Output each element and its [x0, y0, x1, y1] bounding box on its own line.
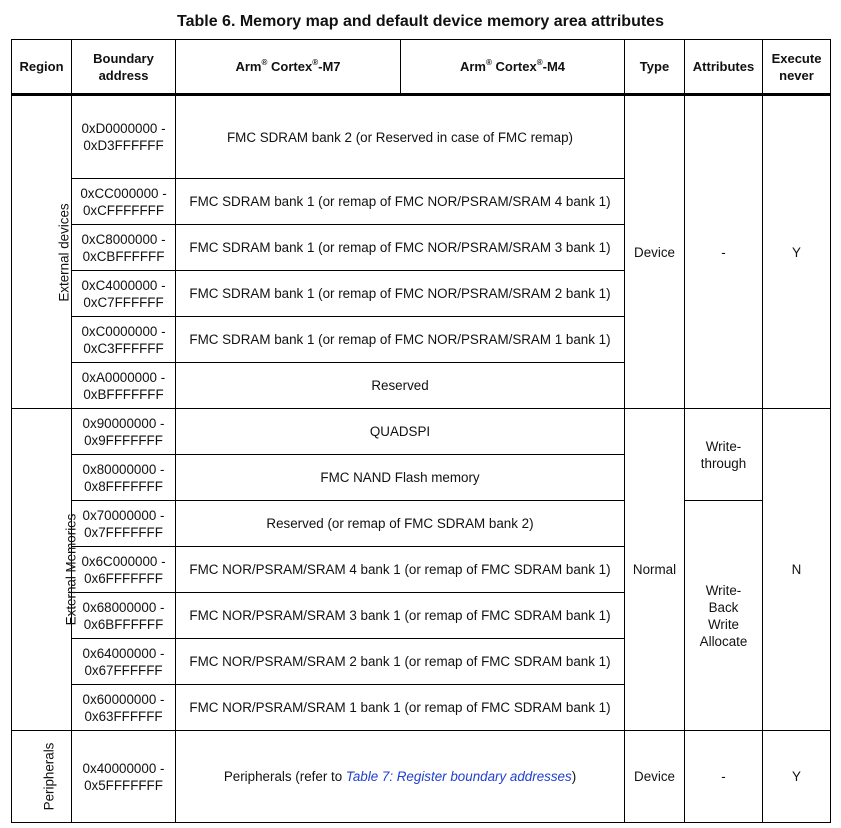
attributes-write-back-write-allocate — [685, 501, 763, 731]
execute-never-peripherals: Y — [763, 731, 831, 823]
type-peripherals: Device — [625, 731, 685, 823]
memory-area-description: FMC SDRAM bank 1 (or remap of FMC NOR/PSRAM/SRAM 1 bank 1) — [176, 317, 625, 363]
boundary-address: 0xC4000000 - 0xC7FFFFFF — [72, 271, 176, 317]
region-external-devices — [12, 95, 72, 409]
header-execute-never — [763, 40, 831, 95]
memory-area-description: QUADSPI — [176, 409, 625, 455]
region-label: External Memories — [63, 513, 79, 626]
header-m4-suffix: -M4 — [542, 59, 566, 74]
header-m4-arm: Arm — [459, 59, 486, 74]
boundary-address: 0xD0000000 - 0xD3FFFFFF — [72, 95, 176, 179]
memory-area-description: FMC SDRAM bank 1 (or remap of FMC NOR/PSRAM/SRAM 4 bank 1) — [176, 179, 625, 225]
boundary-address: 0x6C000000 - 0x6FFFFFFF — [72, 547, 176, 593]
header-cortex-m4 — [401, 40, 625, 95]
header-m4-cortex: Cortex — [495, 59, 537, 74]
registered-mark: ® — [312, 58, 319, 67]
memory-area-description: FMC NAND Flash memory — [176, 455, 625, 501]
attributes-device: - — [685, 95, 763, 409]
header-boundary-line2: address — [98, 67, 149, 83]
boundary-address: 0x90000000 - 0x9FFFFFFF — [72, 409, 176, 455]
memory-area-description: FMC NOR/PSRAM/SRAM 3 bank 1 (or remap of FMC SDRAM bank 1) — [176, 593, 625, 639]
memory-area-description: FMC SDRAM bank 2 (or Reserved in case of FMC remap) — [176, 95, 625, 179]
header-region: Region — [12, 40, 72, 95]
attr-line: Allocate — [699, 633, 748, 649]
register-boundary-link[interactable]: Table 7: Register boundary addresses — [345, 769, 572, 784]
attr-line: through — [700, 455, 747, 471]
memory-area-description: FMC SDRAM bank 1 (or remap of FMC NOR/PSRAM/SRAM 3 bank 1) — [176, 225, 625, 271]
memory-area-description — [176, 731, 625, 823]
table-title: Table 6. Memory map and default device memory area attributes — [177, 13, 664, 30]
registered-mark: ® — [536, 58, 543, 67]
table-row — [12, 95, 831, 179]
header-xn-line2: never — [779, 67, 814, 83]
region-label: Peripherals — [41, 742, 57, 811]
type-device: Device — [625, 95, 685, 409]
header-row — [12, 40, 831, 95]
header-m7-suffix: -M7 — [318, 59, 341, 74]
desc-text: Peripherals (refer to — [223, 769, 346, 784]
registered-mark: ® — [486, 58, 492, 67]
boundary-address: 0x70000000 - 0x7FFFFFFF — [72, 501, 176, 547]
memory-area-description: FMC NOR/PSRAM/SRAM 2 bank 1 (or remap of FMC SDRAM bank 1) — [176, 639, 625, 685]
header-cortex-m7 — [176, 40, 401, 95]
boundary-address: 0xC8000000 - 0xCBFFFFFF — [72, 225, 176, 271]
boundary-address: 0x60000000 - 0x63FFFFFF — [72, 685, 176, 731]
table-row — [12, 501, 831, 547]
header-attributes: Attributes — [685, 40, 763, 95]
attributes-peripherals: - — [685, 731, 763, 823]
attr-line: Back — [708, 599, 739, 615]
header-type: Type — [625, 40, 685, 95]
memory-area-description: Reserved — [176, 363, 625, 409]
region-label: External devices — [56, 202, 72, 302]
header-m7-arm: Arm — [235, 59, 262, 74]
region-external-memories — [12, 409, 79, 731]
memory-area-description: FMC NOR/PSRAM/SRAM 1 bank 1 (or remap of FMC SDRAM bank 1) — [176, 685, 625, 731]
boundary-address: 0x80000000 - 0x8FFFFFFF — [72, 455, 176, 501]
memory-area-description: Reserved (or remap of FMC SDRAM bank 2) — [176, 501, 625, 547]
execute-never-normal: N — [763, 409, 831, 731]
memory-area-description: FMC SDRAM bank 1 (or remap of FMC NOR/PSRAM/SRAM 2 bank 1) — [176, 271, 625, 317]
header-xn-line1: Execute — [771, 50, 822, 66]
registered-mark: ® — [261, 58, 268, 67]
boundary-address: 0xC0000000 - 0xC3FFFFFF — [72, 317, 176, 363]
header-m7-cortex: Cortex — [271, 59, 313, 74]
type-normal: Normal — [625, 409, 685, 731]
region-peripherals — [12, 731, 72, 823]
boundary-address: 0x40000000 - 0x5FFFFFFF — [72, 731, 176, 823]
header-boundary-address — [72, 40, 176, 95]
boundary-address: 0xCC000000 - 0xCFFFFFFF — [72, 179, 176, 225]
header-boundary-line1: Boundary — [93, 50, 154, 66]
attr-line: Write- — [705, 582, 742, 598]
attr-line: Write — [708, 616, 739, 632]
boundary-address: 0xA0000000 - 0xBFFFFFFF — [72, 363, 176, 409]
boundary-address: 0x68000000 - 0x6BFFFFFF — [72, 593, 176, 639]
table-row — [12, 731, 831, 823]
desc-text: ) — [571, 769, 577, 784]
execute-never-device: Y — [763, 95, 831, 409]
boundary-address: 0x64000000 - 0x67FFFFFF — [72, 639, 176, 685]
memory-area-description: FMC NOR/PSRAM/SRAM 4 bank 1 (or remap of FMC SDRAM bank 1) — [176, 547, 625, 593]
attr-line: Write- — [705, 438, 742, 454]
table-row — [12, 409, 831, 455]
memory-map-table — [11, 39, 831, 823]
attributes-write-through — [685, 409, 763, 501]
